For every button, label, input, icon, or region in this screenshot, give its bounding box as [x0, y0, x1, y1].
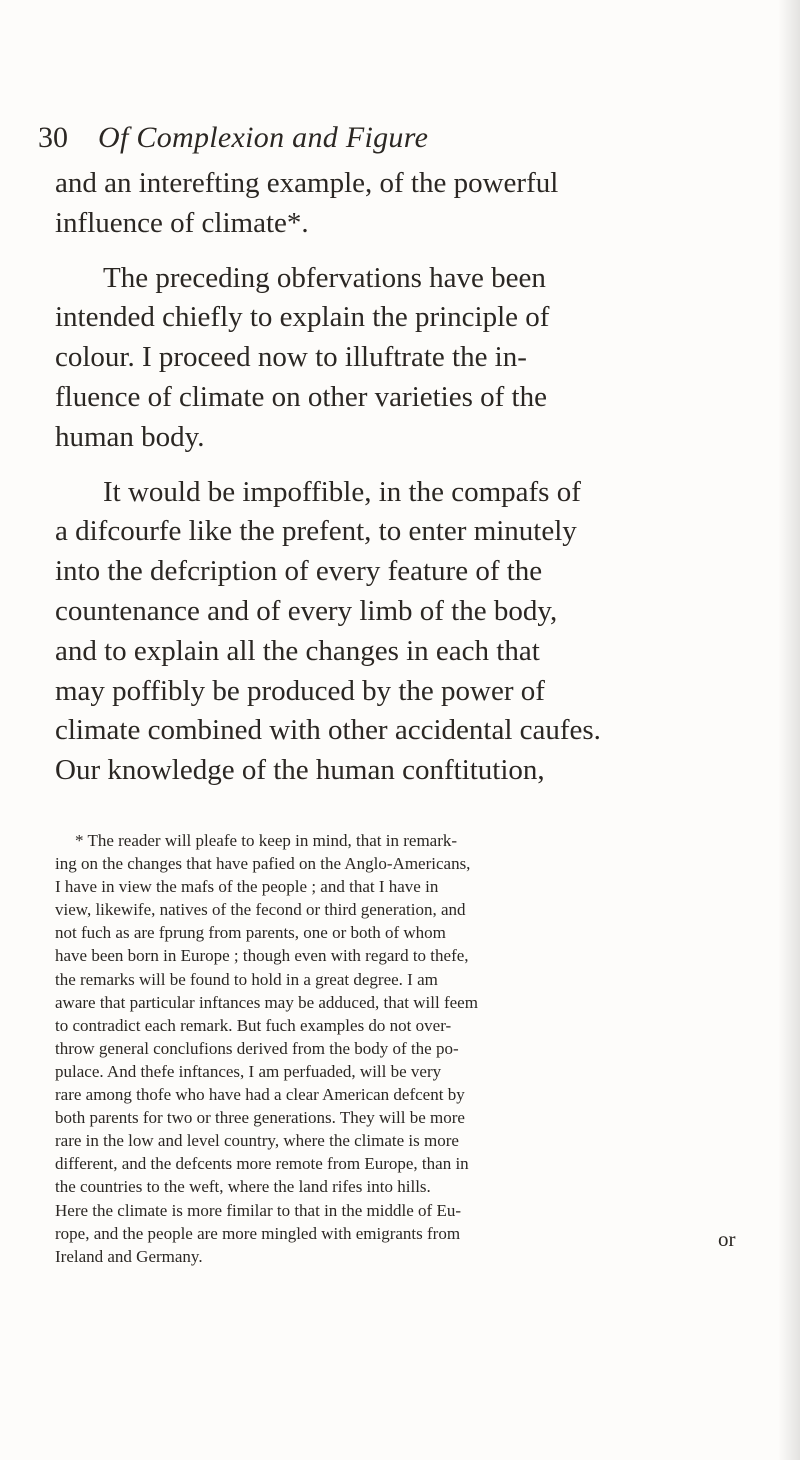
footnote-line: Here the climate is more fimilar to that in the middle of Eu-: [55, 1200, 461, 1220]
footnote-line: have been born in Europe ; though even with regard to thefe,: [55, 946, 469, 966]
body-line: a difcourfe like the prefent, to enter minutely: [55, 515, 577, 548]
catchword: or: [718, 1227, 736, 1251]
body-line: The preceding obfervations have been: [103, 261, 546, 294]
footnote-line: * The reader will pleafe to keep in mind, that in remark-: [75, 831, 458, 850]
footnote-line: rare in the low and level country, where the climate is more: [55, 1131, 459, 1151]
footnote-line: view, likewife, natives of the fecond or third generation, and: [55, 900, 466, 920]
body-line: Our knowledge of the human conftitution,: [55, 754, 545, 787]
running-title: Of Complexion and Figure: [98, 121, 429, 154]
footnote-line: the remarks will be found to hold in a great degree. I am: [55, 969, 438, 989]
footnote-line: aware that particular inftances may be adduced, that will feem: [55, 992, 478, 1012]
body-line: intended chiefly to explain the principle of: [55, 301, 550, 334]
body-text: [55, 164, 755, 791]
running-head: [38, 118, 758, 158]
footnote-line: ing on the changes that have pafied on the Anglo-Americans,: [55, 854, 471, 874]
footnote-line: not fuch as are fprung from parents, one or both of whom: [55, 923, 446, 943]
footnote-line: rope, and the people are more mingled with emigrants from: [55, 1223, 461, 1243]
footnote-line: rare among thofe who have had a clear American defcent by: [55, 1085, 465, 1105]
body-line: and an interefting example, of the powerful: [55, 167, 559, 199]
footnote-line: I have in view the mafs of the people ; and that I have in: [55, 877, 439, 897]
footnote-line: both parents for two or three generations. They will be more: [55, 1108, 465, 1128]
paragraph-gap: [55, 244, 755, 259]
footnote-line: to contradict each remark. But fuch examples do not over-: [55, 1015, 452, 1035]
body-line: fluence of climate on other varieties of the: [55, 380, 547, 413]
body-line: It would be impoffible, in the compafs of: [103, 475, 581, 508]
footnote-line: pulace. And thefe inftances, I am perfuaded, will be very: [55, 1061, 442, 1081]
body-line: and to explain all the changes in each that: [55, 634, 540, 667]
page-edge-shadow: [778, 0, 800, 1460]
body-line: influence of climate*.: [55, 206, 309, 239]
footnote: [55, 829, 755, 1268]
footnote-line: Ireland and Germany.: [55, 1246, 203, 1266]
body-line: colour. I proceed now to illuftrate the in-: [55, 341, 527, 374]
body-line: into the defcription of every feature of the: [55, 555, 543, 588]
body-line: may poffibly be produced by the power of: [55, 674, 545, 707]
footnote-line: throw general conclufions derived from the body of the po-: [55, 1038, 459, 1058]
body-line: human body.: [55, 420, 205, 453]
footnote-line: the countries to the weft, where the land rifes into hills.: [55, 1177, 431, 1197]
page-number: 30: [38, 121, 68, 154]
body-line: countenance and of every limb of the body,: [55, 594, 558, 627]
body-line: climate combined with other accidental caufes.: [55, 714, 601, 747]
paragraph-gap: [55, 458, 755, 473]
footnote-line: different, and the defcents more remote from Europe, than in: [55, 1154, 469, 1174]
